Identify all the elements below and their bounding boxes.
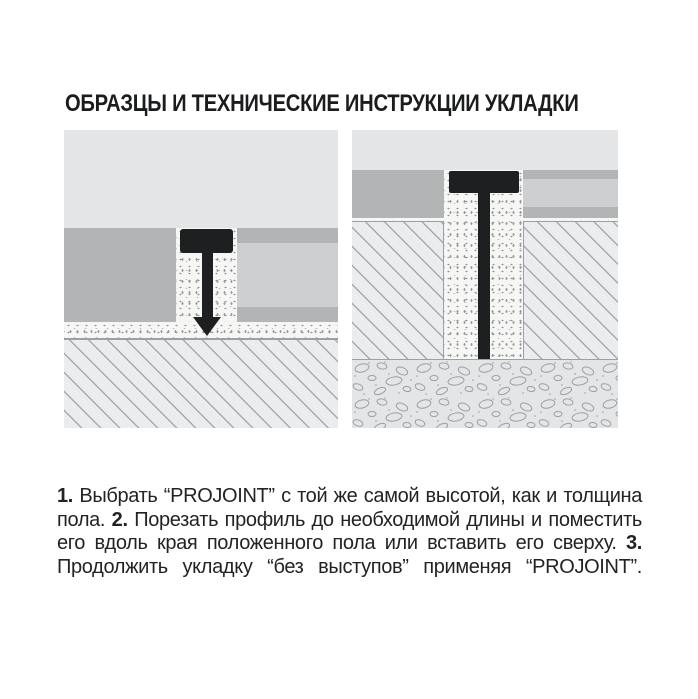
step-number: 2. xyxy=(111,508,128,531)
step-text: Выбрать “PROJOINT” с той же самой высотой, как и толщина пола. xyxy=(57,485,642,531)
arrow-down-icon xyxy=(193,317,221,336)
diagram-profile-insertion xyxy=(64,130,338,428)
tile-top-edge xyxy=(523,170,618,179)
tile-top-edge xyxy=(237,228,338,243)
projoint-profile-stem xyxy=(478,192,490,359)
diagram-profile-installed xyxy=(352,130,618,428)
projoint-profile-cap xyxy=(180,229,233,253)
wall-background xyxy=(64,130,338,228)
tile-right xyxy=(523,170,618,218)
step-text: Порезать профиль до необходимой длины и поместить его вдоль края положенного пола или вставить его сверху. xyxy=(57,508,642,554)
step-number: 3. xyxy=(626,532,642,554)
screed-block-left xyxy=(352,222,444,359)
instruction-step-2 xyxy=(57,509,642,555)
instructions-text xyxy=(57,485,642,579)
screed-block-right xyxy=(523,222,618,359)
tile-left xyxy=(64,228,176,322)
tile-left xyxy=(352,170,444,218)
wall-background xyxy=(352,130,618,170)
tile-bottom-edge xyxy=(237,307,338,322)
gravel-base-layer xyxy=(352,359,618,428)
tile-bottom-edge xyxy=(523,207,618,218)
projoint-profile-cap xyxy=(449,171,519,193)
step-number: 1. xyxy=(57,485,73,507)
gravel-pattern xyxy=(352,360,618,428)
page-title: ОБРАЗЦЫ И ТЕХНИЧЕСКИЕ ИНСТРУКЦИИ УКЛАДКИ xyxy=(65,90,579,117)
tile-body xyxy=(523,179,618,207)
screed-layer xyxy=(64,340,338,428)
tile-right xyxy=(237,228,338,322)
tile-body xyxy=(237,243,338,307)
arrow-down-stem xyxy=(202,252,213,318)
step-text: Продолжить укладку “без выступов” применяя “PROJOINT”. xyxy=(57,555,642,578)
